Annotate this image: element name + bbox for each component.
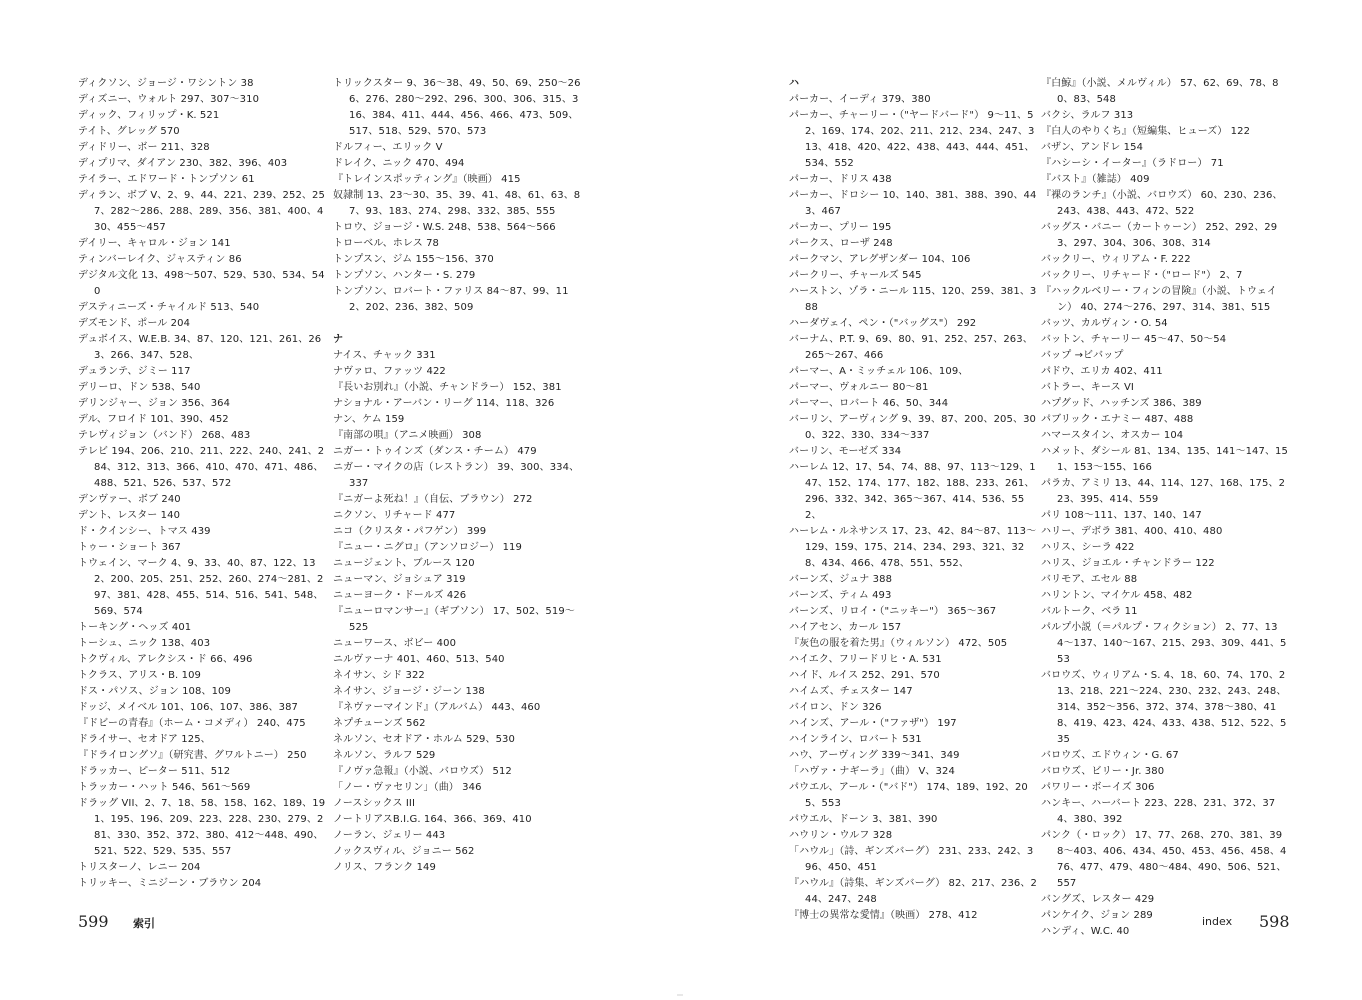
index-entry: ハーレム 12、17、54、74、88、97、113〜129、147、152、174、177、182、188、233、261、296、332、342、365〜367、414、536、552、 <box>789 462 1036 521</box>
index-entry: デュボイス、W.E.B. 34、87、120、121、261、263、266、347、528、 <box>78 334 322 361</box>
index-entry: パーカー、イーディ 379、380 <box>789 94 931 105</box>
index-entry: ハーストン、ゾラ・ニール 115、120、259、381、388 <box>789 286 1037 313</box>
index-entry: パーカー、プリー 195 <box>789 222 892 233</box>
index-entry: テレビ 194、206、210、211、222、240、241、284、312、313、366、410、470、471、486、488、521、526、537、572 <box>78 446 325 489</box>
index-entry: ド・クインシー、トマス 439 <box>78 526 211 537</box>
index-entry: ティンバーレイク、ジャスティン 86 <box>78 254 242 265</box>
index-entry: ナショナル・アーバン・リーグ 114、118、326 <box>333 398 555 409</box>
index-entry: ハリス、ジョエル・チャンドラー 122 <box>1041 558 1215 569</box>
index-column <box>1041 76 1289 940</box>
running-head: index <box>1202 915 1233 928</box>
index-entry: 『トレインスポッティング』（映画） 415 <box>333 174 521 185</box>
index-entry: デンヴァー、ボブ 240 <box>78 494 181 505</box>
index-entry: パドウ、エリカ 402、411 <box>1041 366 1163 377</box>
index-entry: デント、レスター 140 <box>78 510 181 521</box>
index-entry: バーンズ、ティム 493 <box>789 590 892 601</box>
index-column <box>789 76 1037 924</box>
index-entry: トローベル、ホレス 78 <box>333 238 440 249</box>
index-entry: バックリー、リチャード・（"ロード"） 2、7 <box>1041 270 1243 281</box>
index-entry: ナヴァロ、ファッツ 422 <box>333 366 446 377</box>
index-entry: バップ →ビバップ <box>1041 350 1124 361</box>
index-entry: ニガー・マイクの店（レストラン） 39、300、334、337 <box>333 462 580 489</box>
index-entry: ニューマン、ジョシュア 319 <box>333 574 466 585</box>
index-entry: ドラッグ VII、2、7、18、58、158、162、189、191、195、196、209、223、228、230、279、281、330、352、372、380、412〜448、490、521、522、529、535、557 <box>78 798 326 857</box>
index-column <box>333 76 581 876</box>
index-entry: 「ノー・ヴァセリン」（曲） 346 <box>333 782 482 793</box>
index-entry: バロウズ、エドウィン・G. 67 <box>1041 750 1179 761</box>
index-entry: 『ハックルベリー・フィンの冒険』（小説、トウェイン） 40、274〜276、297、314、381、515 <box>1041 286 1277 313</box>
index-entry: ニクソン、リチャード 477 <box>333 510 456 521</box>
index-entry: バリモア、エセル 88 <box>1041 574 1138 585</box>
index-entry: ネイサン、ジョージ・ジーン 138 <box>333 686 485 697</box>
index-entry: バックリー、ウィリアム・F. 222 <box>1041 254 1191 265</box>
index-entry: ドレイク、ニック 470、494 <box>333 158 465 169</box>
index-entry: ニューワース、ボビー 400 <box>333 638 457 649</box>
index-entry: ネイサン、シド 322 <box>333 670 425 681</box>
index-entry: ディドリー、ボー 211、328 <box>78 142 210 153</box>
index-entry: デリンジャー、ジョン 356、364 <box>78 398 231 409</box>
index-entry: バクシ、ラルフ 313 <box>1041 110 1134 121</box>
index-entry: バザン、アンドレ 154 <box>1041 142 1144 153</box>
index-entry: ハインライン、ロバート 531 <box>789 734 922 745</box>
index-column <box>78 76 326 892</box>
index-entry: パブリック・エナミー 487、488 <box>1041 414 1194 425</box>
index-entry: ハーレム・ルネサンス 17、23、42、84〜87、113〜129、159、175、214、234、293、321、328、434、466、478、551、552、 <box>789 526 1037 569</box>
index-entry: ハンディ、W.C. 40 <box>1041 926 1130 937</box>
index-entry: パウエル、ドーン 3、381、390 <box>789 814 938 825</box>
index-entry: パンケイク、ジョン 289 <box>1041 910 1153 921</box>
index-entry: ハウ、アーヴィング 339〜341、349 <box>789 750 960 761</box>
index-entry: ノックスヴィル、ジョニー 562 <box>333 846 475 857</box>
index-entry: トゥー・ショート 367 <box>78 542 182 553</box>
index-entry: パーカー、ドリス 438 <box>789 174 892 185</box>
index-entry: 奴隷制 13、23〜30、35、39、41、48、61、63、87、93、183、274、298、332、385、555 <box>333 190 581 217</box>
index-entry: バトラー、キース VI <box>1041 382 1134 393</box>
index-entry: バッツ、カルヴィン・O. 54 <box>1041 318 1168 329</box>
index-entry: デリーロ、ドン 538、540 <box>78 382 201 393</box>
index-entry: ハイアセン、カール 157 <box>789 622 902 633</box>
index-entry: ニコ（クリスタ・パフゲン） 399 <box>333 526 487 537</box>
index-entry: バーンズ、ジュナ 388 <box>789 574 893 585</box>
index-entry: ニュージェント、ブルース 120 <box>333 558 475 569</box>
index-entry: ハンキー、ハーバート 223、228、231、372、374、380、392 <box>1041 798 1276 825</box>
index-entry: デイリー、キャロル・ジョン 141 <box>78 238 231 249</box>
index-entry: 『ニガーよ死ね！』（自伝、ブラウン） 272 <box>333 494 533 505</box>
index-entry: ディプリマ、ダイアン 230、382、396、403 <box>78 158 288 169</box>
section-gap <box>333 316 581 332</box>
index-entry: ドッジ、メイベル 101、106、107、386、387 <box>78 702 299 713</box>
index-entry: トーシュ、ニック 138、403 <box>78 638 211 649</box>
index-entry: ディクソン、ジョージ・ワシントン 38 <box>78 78 254 89</box>
index-entry: パウエル、アール・（"バド"） 174、189、192、205、553 <box>789 782 1028 809</box>
index-entry: ニルヴァーナ 401、460、513、540 <box>333 654 505 665</box>
page-number: 598 <box>1259 912 1290 931</box>
index-entry: 『ドビーの青春』（ホーム・コメディ） 240、475 <box>78 718 306 729</box>
index-entry: トクヴィル、アレクシス・ド 66、496 <box>78 654 253 665</box>
index-entry: バッグス・バニー（カートゥーン） 252、292、293、297、304、306、308、314 <box>1041 222 1278 249</box>
index-entry: バイロン、ドン 326 <box>789 702 882 713</box>
index-entry: ニューヨーク・ドールズ 426 <box>333 590 467 601</box>
index-entry: パラカ、アミリ 13、44、114、127、168、175、223、395、414、559 <box>1041 478 1286 505</box>
index-entry: 『ネヴァーマインド』（アルバム） 443、460 <box>333 702 541 713</box>
index-entry: トラッカー・ハット 546、561〜569 <box>78 782 251 793</box>
section-heading: ハ <box>789 78 800 89</box>
index-entry: ハーダヴェイ、ペン・（"バッグス"） 292 <box>789 318 977 329</box>
index-entry: ハインズ、アール・（"ファザ"） 197 <box>789 718 957 729</box>
index-entry: 「ハヴァ・ナギーラ」（曲） V、324 <box>789 766 955 777</box>
index-entry: ハウリン・ウルフ 328 <box>789 830 893 841</box>
index-entry: ハイムズ、チェスター 147 <box>789 686 913 697</box>
gutter-mark <box>677 994 683 996</box>
index-entry: パーマー、ロバート 46、50、344 <box>789 398 949 409</box>
index-entry: バロウズ、ビリー・Jr. 380 <box>1041 766 1165 777</box>
page-number: 599 <box>78 912 109 931</box>
index-entry: 『裸のランチ』（小説、バロウズ） 60、230、236、243、438、443、472、522 <box>1041 190 1283 217</box>
index-entry: パークス、ローザ 248 <box>789 238 893 249</box>
index-entry: 「ハウル」（詩、ギンズバーグ） 231、233、242、396、450、451 <box>789 846 1034 873</box>
index-entry: トンプソン、ロバート・ファリス 84〜87、99、112、202、236、382、509 <box>333 286 569 313</box>
index-entry: トリックスター 9、36〜38、49、50、69、250〜266、276、280〜292、296、300、306、315、316、384、411、444、456、466、473、509、517、518、529、570、573 <box>333 78 581 137</box>
index-entry: パーカー、ドロシー 10、140、381、388、390、443、467 <box>789 190 1037 217</box>
index-entry: トロウ、ジョージ・W.S. 248、538、564〜566 <box>333 222 556 233</box>
index-entry: ディズニー、ウォルト 297、307〜310 <box>78 94 260 105</box>
index-entry: パーマー、A・ミッチェル 106、109、 <box>789 366 969 377</box>
index-entry: トリッキー、ミニジーン・ブラウン 204 <box>78 878 262 889</box>
index-entry: パーカー、チャーリー・（"ヤードバード"） 9〜11、52、169、174、202、211、212、234、247、313、418、420、422、438、443、444、451、534、552 <box>789 110 1035 169</box>
index-entry: バットン、チャーリー 45〜47、50〜54 <box>1041 334 1227 345</box>
index-entry: ネプチューンズ 562 <box>333 718 426 729</box>
index-entry: デジタル文化 13、498〜507、529、530、534、540 <box>78 270 325 297</box>
index-entry: 『南部の唄』（アニメ映画） 308 <box>333 430 482 441</box>
index-entry: デル、フロイド 101、390、452 <box>78 414 229 425</box>
index-entry: ハリントン、マイケル 458、482 <box>1041 590 1193 601</box>
index-entry: ナイス、チャック 331 <box>333 350 436 361</box>
index-entry: ノートリアスB.I.G. 164、366、369、410 <box>333 814 532 825</box>
index-entry: デズモンド、ポール 204 <box>78 318 191 329</box>
index-entry: ハマースタイン、オスカー 104 <box>1041 430 1184 441</box>
index-entry: 『ドライロングソ』（研究書、グワルトニー） 250 <box>78 750 307 761</box>
index-entry: ノースシックス III <box>333 798 416 809</box>
index-entry: ドス・パソス、ジョン 108、109 <box>78 686 231 697</box>
index-entry: 『ハシーシ・イーター』（ラドロー） 71 <box>1041 158 1224 169</box>
index-entry: 『ノヴァ急報』（小説、バロウズ） 512 <box>333 766 512 777</box>
index-entry: ハイエク、フリードリヒ・A. 531 <box>789 654 942 665</box>
index-entry: ハメット、ダシール 81、134、135、141〜147、151、153〜155、166 <box>1041 446 1288 473</box>
index-entry: 『博士の異常な愛情』（映画） 278、412 <box>789 910 978 921</box>
index-entry: パンク（・ロック） 17、77、268、270、381、398〜403、406、434、450、453、456、458、476、477、479、480〜484、490、506、521、557 <box>1041 830 1287 889</box>
index-entry: バーリン、アーヴィング 9、39、87、200、205、300、322、330、334〜337 <box>789 414 1036 441</box>
index-entry: ドライサー、セオドア 125、 <box>78 734 211 745</box>
index-entry: 『白鯨』（小説、メルヴィル） 57、62、69、78、80、83、548 <box>1041 78 1279 105</box>
right-page <box>681 0 1362 1000</box>
index-entry: 『ハウル』（詩集、ギンズバーグ） 82、217、236、244、247、248 <box>789 878 1037 905</box>
index-entry: ニガー・トゥインズ（ダンス・チーム） 479 <box>333 446 537 457</box>
index-entry: ハリス、シーラ 422 <box>1041 542 1135 553</box>
index-entry: トンプスン、ジム 155〜156、370 <box>333 254 494 265</box>
index-entry: トクラス、アリス・B. 109 <box>78 670 202 681</box>
index-entry: 『ニュー・ニグロ』（アンソロジー） 119 <box>333 542 522 553</box>
index-entry: テイト、グレッグ 570 <box>78 126 180 137</box>
index-entry: テイラー、エドワード・トンプソン 61 <box>78 174 255 185</box>
index-entry: バロウズ、ウィリアム・S. 4、18、60、74、170、213、218、221〜224、230、232、243、248、314、352〜356、372、374、378〜380、418、419、423、424、433、438、512、522、535 <box>1041 670 1287 745</box>
index-entry: ネルソン、ラルフ 529 <box>333 750 436 761</box>
index-entry: ノリス、フランク 149 <box>333 862 436 873</box>
index-entry: 『ニューロマンサー』（ギブソン） 17、502、519〜525 <box>333 606 575 633</box>
index-entry: デスティニーズ・チャイルド 513、540 <box>78 302 260 313</box>
index-entry: ディラン、ボブ V、2、9、44、221、239、252、257、282〜286、288、289、356、381、400、430、455〜457 <box>78 190 325 233</box>
index-entry: バルトーク、ベラ 11 <box>1041 606 1138 617</box>
index-entry: 『白人のやりくち』（短編集、ヒューズ） 122 <box>1041 126 1251 137</box>
index-entry: パリ 108〜111、137、140、147 <box>1041 510 1202 521</box>
index-entry: 『バスト』（雑誌） 409 <box>1041 174 1150 185</box>
index-entry: ナン、ケム 159 <box>333 414 405 425</box>
running-head: 索引 <box>133 917 155 930</box>
index-entry: 『灰色の服を着た男』（ウィルソン） 472、505 <box>789 638 1008 649</box>
index-entry: ノーラン、ジェリー 443 <box>333 830 446 841</box>
index-entry: ディック、フィリップ・K. 521 <box>78 110 220 121</box>
index-entry: ハイド、ルイス 252、291、570 <box>789 670 940 681</box>
index-entry: テレヴィジョン（バンド） 268、483 <box>78 430 251 441</box>
index-entry: ネルソン、セオドア・ホルム 529、530 <box>333 734 515 745</box>
index-entry: パーマー、ヴォルニー 80〜81 <box>789 382 929 393</box>
index-entry: バーリン、モーゼズ 334 <box>789 446 902 457</box>
index-entry: パークマン、アレグザンダー 104、106 <box>789 254 971 265</box>
index-entry: トウェイン、マーク 4、9、33、40、87、122、132、200、205、251、252、260、274〜281、297、381、428、455、514、516、541、548、569、574 <box>78 558 324 617</box>
index-entry: バーナム、P.T. 9、69、80、91、252、257、263、265〜267、466 <box>789 334 1033 361</box>
section-heading: ナ <box>333 334 344 345</box>
index-entry: パルプ小説（＝パルプ・フィクション） 2、77、134〜137、140〜167、215、293、309、441、553 <box>1041 622 1287 665</box>
index-entry: バングズ、レスター 429 <box>1041 894 1155 905</box>
index-entry: 『長いお別れ』（小説、チャンドラー） 152、381 <box>333 382 562 393</box>
index-entry: パワリー・ボーイズ 306 <box>1041 782 1155 793</box>
index-entry: トンプソン、ハンター・S. 279 <box>333 270 476 281</box>
index-entry: トーキング・ヘッズ 401 <box>78 622 192 633</box>
index-entry: ハプグッド、ハッチンズ 386、389 <box>1041 398 1202 409</box>
index-entry: デュランテ、ジミー 117 <box>78 366 191 377</box>
index-entry: トリスターノ、レニー 204 <box>78 862 201 873</box>
index-entry: バーンズ、リロイ・（"ニッキー"） 365〜367 <box>789 606 997 617</box>
index-entry: ハリー、デボラ 381、400、410、480 <box>1041 526 1223 537</box>
index-entry: ドルフィー、エリック V <box>333 142 443 153</box>
index-entry: ドラッカー、ピーター 511、512 <box>78 766 231 777</box>
index-entry: パークリー、チャールズ 545 <box>789 270 922 281</box>
